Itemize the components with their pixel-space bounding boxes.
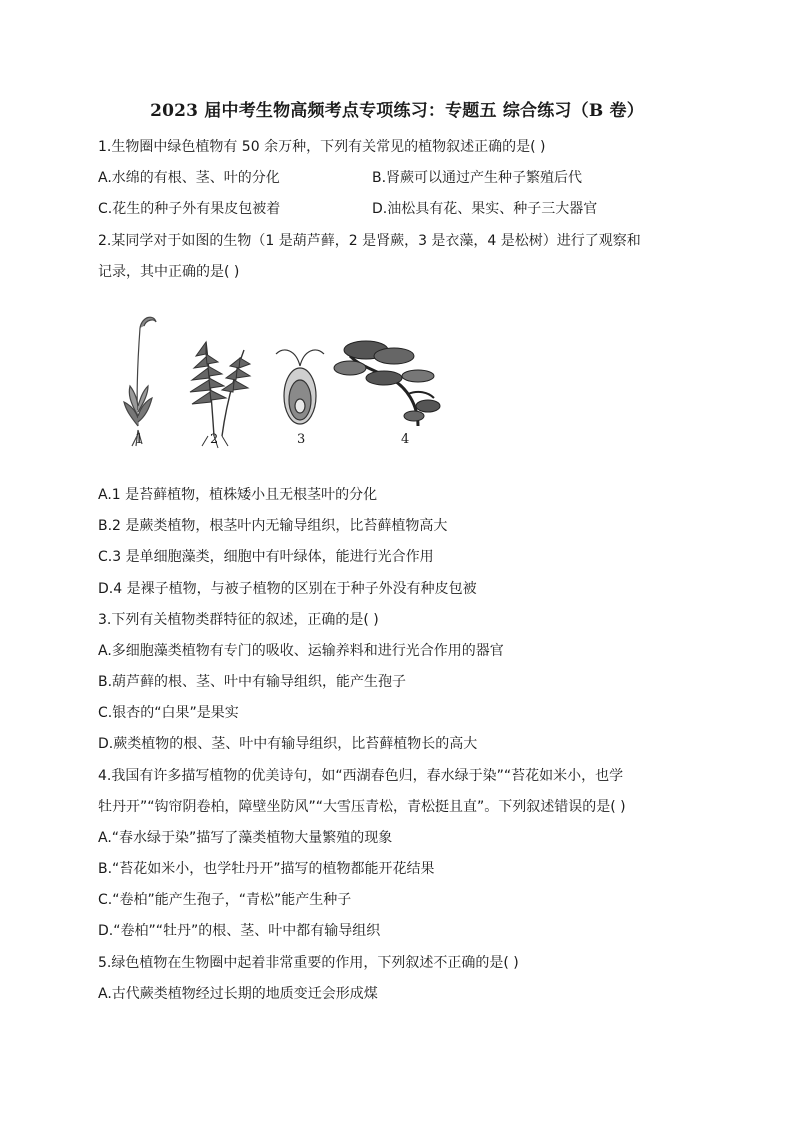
q3-option-d: D.蕨类植物的根、茎、叶中有输导组织，比苔藓植物长的高大 <box>98 736 478 752</box>
figure-label-3: 3 <box>297 432 306 447</box>
pine-illustration <box>334 341 440 426</box>
q4-stem-line1: 4.我国有许多描写植物的优美诗句，如“西湖春色归，春水绿于染”“苔花如米小，也学 <box>98 768 624 784</box>
q4-stem-line2: 牡丹开”“钩帘阴卷柏，障壁坐防风”“大雪压青松，青松挺且直”。下列叙述错误的是( ) <box>98 799 626 815</box>
q3-option-c: C.银杏的“白果”是果实 <box>98 705 239 721</box>
q5-stem: 5.绿色植物在生物圈中起着非常重要的作用，下列叙述不正确的是( ) <box>98 955 519 971</box>
q3-option-a: A.多细胞藻类植物有专门的吸收、运输养料和进行光合作用的器官 <box>98 643 504 659</box>
q1-option-c: C.花生的种子外有果皮包被着 <box>98 201 281 217</box>
q3-stem: 3.下列有关植物类群特征的叙述，正确的是( ) <box>98 612 379 628</box>
q2-option-c: C.3 是单细胞藻类，细胞中有叶绿体，能进行光合作用 <box>98 549 434 565</box>
q1-option-d: D.油松具有花、果实、种子三大器官 <box>372 201 598 217</box>
plants-figure <box>118 306 448 456</box>
q1-option-a: A.水绵的有根、茎、叶的分化 <box>98 170 280 186</box>
q2-option-d: D.4 是裸子植物，与被子植物的区别在于种子外没有种皮包被 <box>98 581 477 597</box>
q2-stem-line2: 记录，其中正确的是( ) <box>98 264 240 280</box>
page-title: 2023 届中考生物高频考点专项练习：专题五 综合练习（B 卷） <box>150 101 644 121</box>
fern-illustration <box>190 342 250 448</box>
q5-option-a: A.古代蕨类植物经过长期的地质变迁会形成煤 <box>98 986 378 1002</box>
q2-option-a: A.1 是苔藓植物，植株矮小且无根茎叶的分化 <box>98 487 378 503</box>
q2-option-b: B.2 是蕨类植物，根茎叶内无输导组织，比苔藓植物高大 <box>98 518 448 534</box>
q1-option-b: B.肾蕨可以通过产生种子繁殖后代 <box>372 170 583 186</box>
q2-stem-line1: 2.某同学对于如图的生物（1 是葫芦藓，2 是肾蕨，3 是衣藻，4 是松树）进行了观察和 <box>98 233 641 249</box>
q4-option-b: B.“苔花如米小，也学牡丹开”描写的植物都能开花结果 <box>98 861 435 877</box>
q4-option-c: C.“卷柏”能产生孢子，“青松”能产生种子 <box>98 892 352 908</box>
moss-illustration <box>124 317 156 446</box>
q3-option-b: B.葫芦藓的根、茎、叶中有输导组织，能产生孢子 <box>98 674 407 690</box>
figure-label-4: 4 <box>401 432 410 447</box>
figure-label-2: 2 <box>210 432 219 447</box>
figure-label-1: 1 <box>135 432 144 447</box>
q1-stem: 1.生物圈中绿色植物有 50 余万种，下列有关常见的植物叙述正确的是( ) <box>98 139 546 155</box>
q4-option-a: A.“春水绿于染”描写了藻类植物大量繁殖的现象 <box>98 830 393 846</box>
algae-illustration <box>276 350 324 424</box>
q4-option-d: D.“卷柏”“牡丹”的根、茎、叶中都有输导组织 <box>98 923 381 939</box>
